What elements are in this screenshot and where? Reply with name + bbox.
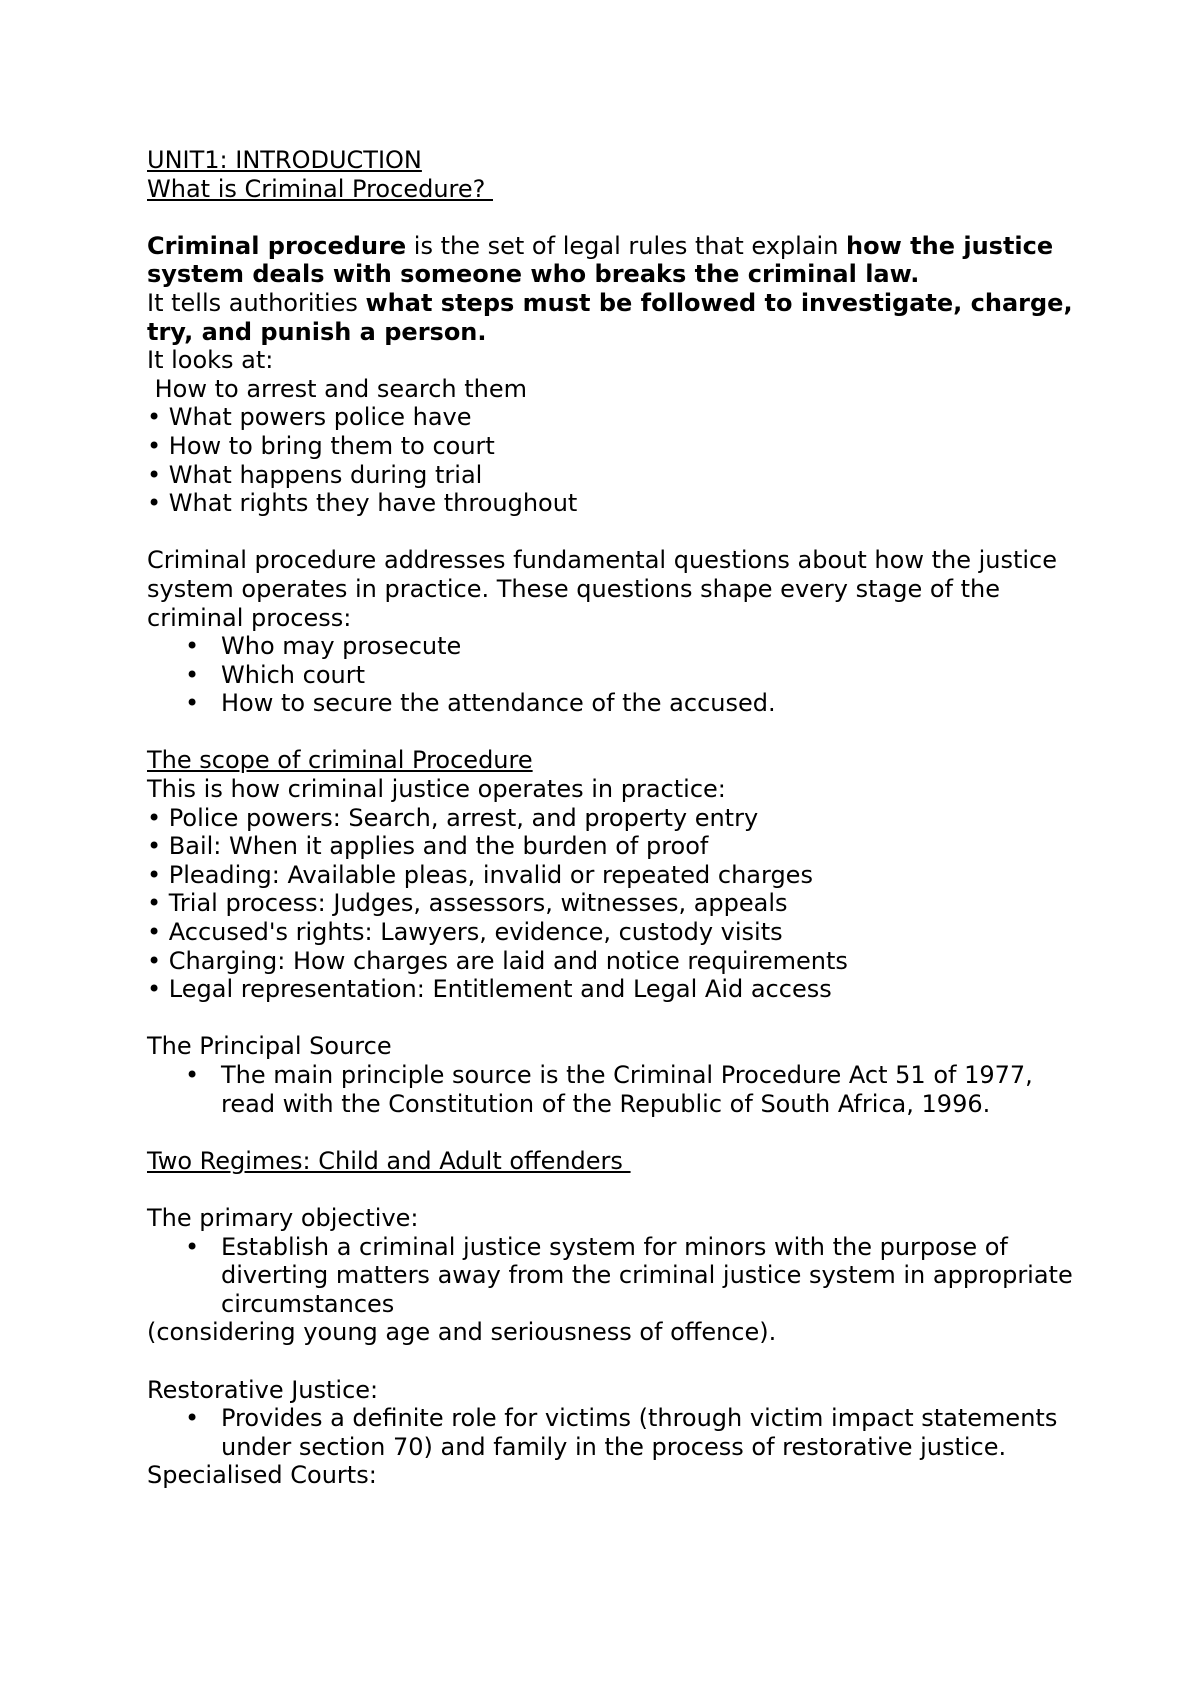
definition-term: Criminal procedure: [147, 231, 407, 260]
scope-list: [147, 804, 1087, 1004]
bullet: •: [185, 1404, 200, 1433]
list-item: • Trial process: Judges, assessors, witnesses, appeals: [147, 889, 788, 918]
list-item: [147, 1233, 1087, 1319]
source-heading: The Principal Source: [147, 1032, 392, 1061]
section-question: What is Criminal Procedure?: [147, 174, 493, 203]
list-item: [147, 1061, 1087, 1118]
bullet: •: [185, 1061, 200, 1089]
list-item-text: How to secure the attendance of the accused.: [221, 689, 776, 718]
list-item: • Pleading: Available pleas, invalid or repeated charges: [147, 860, 813, 889]
unit-title: UNIT1: INTRODUCTION: [147, 146, 422, 174]
spacer: [147, 1347, 1087, 1376]
bullet: •: [185, 632, 200, 661]
definition-text: is the set of legal rules that explain: [406, 231, 847, 260]
objective-note: (considering young age and seriousness of offence).: [147, 1318, 777, 1347]
spacer: [147, 1118, 1087, 1147]
document-body: [147, 146, 1087, 1490]
list-item: • What powers police have: [147, 403, 472, 432]
spacer: [147, 518, 1087, 547]
list-item-text: Establish a criminal justice system for minors with the purpose of diverting matters away from the criminal justice system in appropriate circumstances: [221, 1232, 1073, 1318]
scope-intro: This is how criminal justice operates in practice:: [147, 775, 726, 804]
list-item: • How to bring them to court: [147, 431, 495, 460]
definition-paragraph: [147, 232, 1087, 289]
list-item-text: Which court: [221, 660, 366, 689]
looks-at-intro: It looks at:: [147, 346, 274, 375]
list-item: • What happens during trial: [147, 460, 483, 489]
objective-heading: The primary objective:: [147, 1203, 419, 1232]
bullet: •: [185, 1232, 200, 1261]
objective-list: [147, 1233, 1087, 1319]
specialised-heading: Specialised Courts:: [147, 1461, 377, 1490]
list-item: • Legal representation: Entitlement and Legal Aid access: [147, 975, 832, 1004]
restorative-list: [147, 1404, 1087, 1461]
bullet: •: [185, 689, 200, 718]
list-item: [147, 689, 1087, 718]
list-item: [147, 632, 1087, 661]
fundamental-list: [147, 632, 1087, 718]
list-item: [147, 1404, 1087, 1461]
list-item: How to arrest and search them: [147, 374, 528, 403]
authorities-paragraph: [147, 289, 1087, 346]
scope-heading: The scope of criminal Procedure: [147, 746, 533, 775]
regimes-heading: Two Regimes: Child and Adult offenders: [147, 1146, 631, 1175]
authorities-text: It tells authorities: [147, 288, 366, 317]
spacer: [147, 1175, 1087, 1204]
list-item-text: Who may prosecute: [221, 632, 462, 661]
list-item: • Bail: When it applies and the burden of proof: [147, 832, 709, 861]
list-item: • What rights they have throughout: [147, 489, 578, 518]
spacer: [147, 1004, 1087, 1033]
list-item: • Charging: How charges are laid and notice requirements: [147, 946, 848, 975]
fundamental-paragraph: Criminal procedure addresses fundamental questions about how the justice system operates in practice. These questions shape every stage of the criminal process:: [147, 546, 1058, 632]
list-item-text: Provides a definite role for victims (through victim impact statements under section 70) and family in the process of restorative justice.: [221, 1404, 1058, 1461]
spacer: [147, 718, 1087, 747]
definition-emphasis: how the justice system deals with someone who breaks the criminal law.: [147, 231, 1054, 289]
restorative-heading: Restorative Justice:: [147, 1375, 379, 1404]
list-item: [147, 661, 1087, 690]
bullet: •: [185, 660, 200, 689]
spacer: [147, 203, 1087, 232]
looks-at-list: [147, 375, 1087, 518]
list-item: • Police powers: Search, arrest, and property entry: [147, 803, 759, 832]
list-item-text: The main principle source is the Criminal Procedure Act 51 of 1977, read with the Constitution of the Republic of South Africa, 1996.: [221, 1061, 1033, 1118]
source-list: [147, 1061, 1087, 1118]
authorities-emphasis: what steps must be followed to investigate, charge, try, and punish a person.: [147, 288, 1073, 346]
list-item: • Accused's rights: Lawyers, evidence, custody visits: [147, 918, 783, 947]
